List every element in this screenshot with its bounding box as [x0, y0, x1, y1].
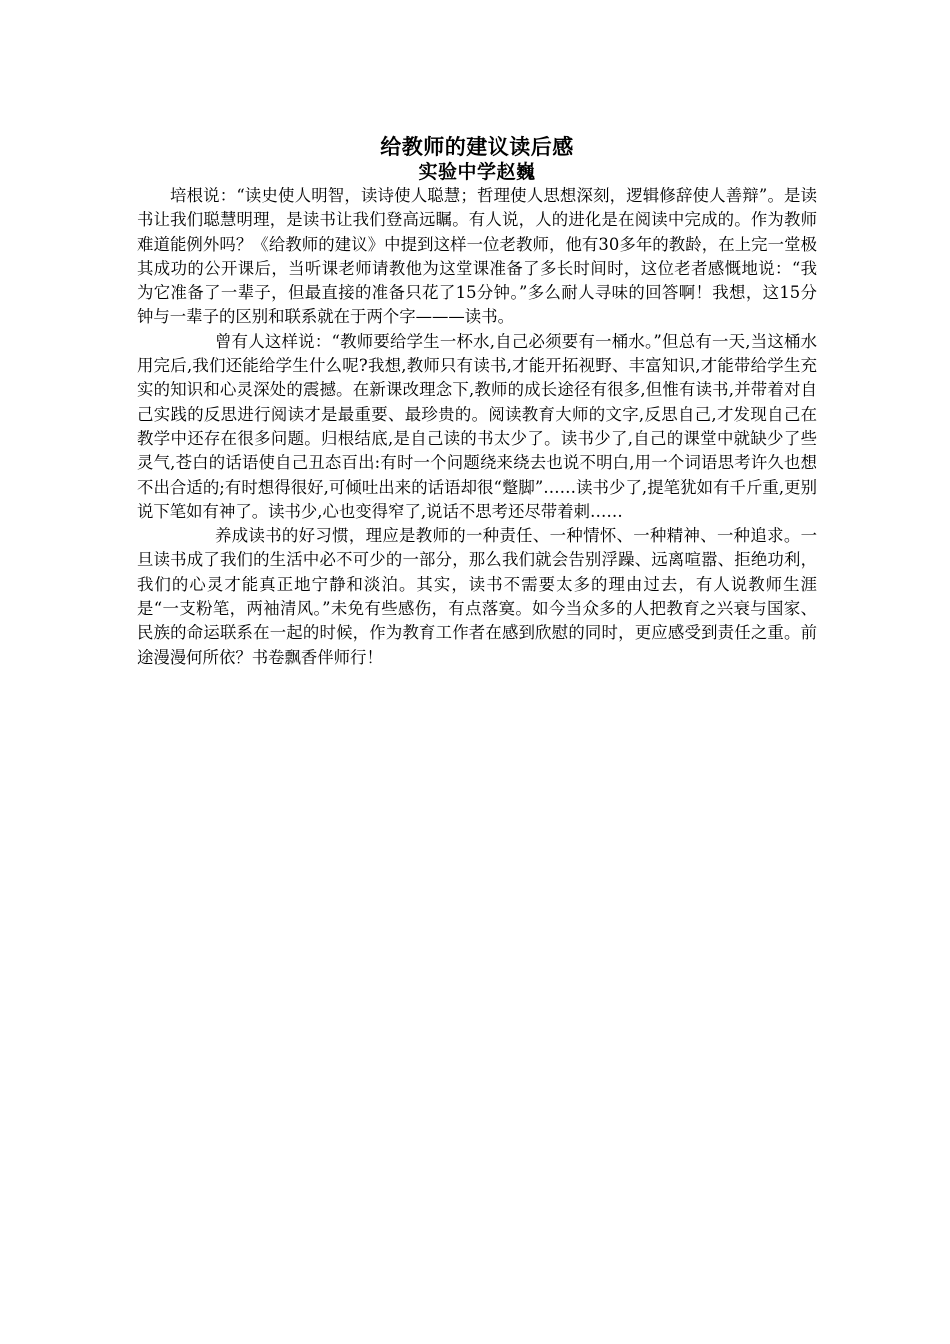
paragraph-3: 养成读书的好习惯，理应是教师的一种责任、一种情怀、一种精神、一种追求。一旦读书成了我们的生活中必不可少的一部分，那么我们就会告别浮躁、远离喧嚣、拒绝功利，我们的心灵才能真正地宁静和淡泊。其实，读书不需要太多的理由过去，有人说教师生涯是“一支粉笔，两袖清风。”未免有些感伤，有点落寞。如今当众多的人把教育之兴衰与国家、民族的命运联系在一起的时候，作为教育工作者在感到欣慰的同时，更应感受到责任之重。前途漫漫何所依？书卷飘香伴师行！: [137, 526, 817, 667]
document-author: 实验中学赵巍: [418, 161, 536, 183]
paragraph-1: 培根说：“读史使人明智，读诗使人聪慧；哲理使人思想深刻，逻辑修辞使人善辩”。是读书让我们聪慧明理，是读书让我们登高远瞩。有人说，人的进化是在阅读中完成的。作为教师难道能例外吗？《给教师的建议》中提到这样一位老教师，他有30多年的教龄，在上完一堂极其成功的公开课后，当听课老师请教他为这堂课准备了多长时间时，这位老者感慨地说：“我为它准备了一辈子，但最直接的准备只花了15分钟。”多么耐人寻味的回答啊！我想，这15分钟与一辈子的区别和联系就在于两个字———读书。: [137, 186, 817, 327]
paragraph-2: 曾有人这样说：“教师要给学生一杯水,自己必须要有一桶水。”但总有一天,当这桶水用完后,我们还能给学生什么呢?我想,教师只有读书,才能开拓视野、丰富知识,才能带给学生充实的知识和心灵深处的震撼。在新课改理念下,教师的成长途径有很多,但惟有读书,并带着对自己实践的反思进行阅读才是最重要、最珍贵的。阅读教育大师的文字,反思自己,才发现自己在教学中还存在很多问题。归根结底,是自己读的书太少了。读书少了,自己的课堂中就缺少了些灵气,苍白的话语使自己丑态百出:有时一个问题绕来绕去也说不明白,用一个词语思考许久也想不出合适的;有时想得很好,可倾吐出来的话语却很“蹩脚”……读书少了,提笔犹如有千斤重,更别说下笔如有神了。读书少,心也变得窄了,说话不思考还尽带着刺……: [137, 331, 817, 521]
document-body: [137, 134, 817, 670]
document-title: 给教师的建议读后感: [380, 135, 574, 159]
